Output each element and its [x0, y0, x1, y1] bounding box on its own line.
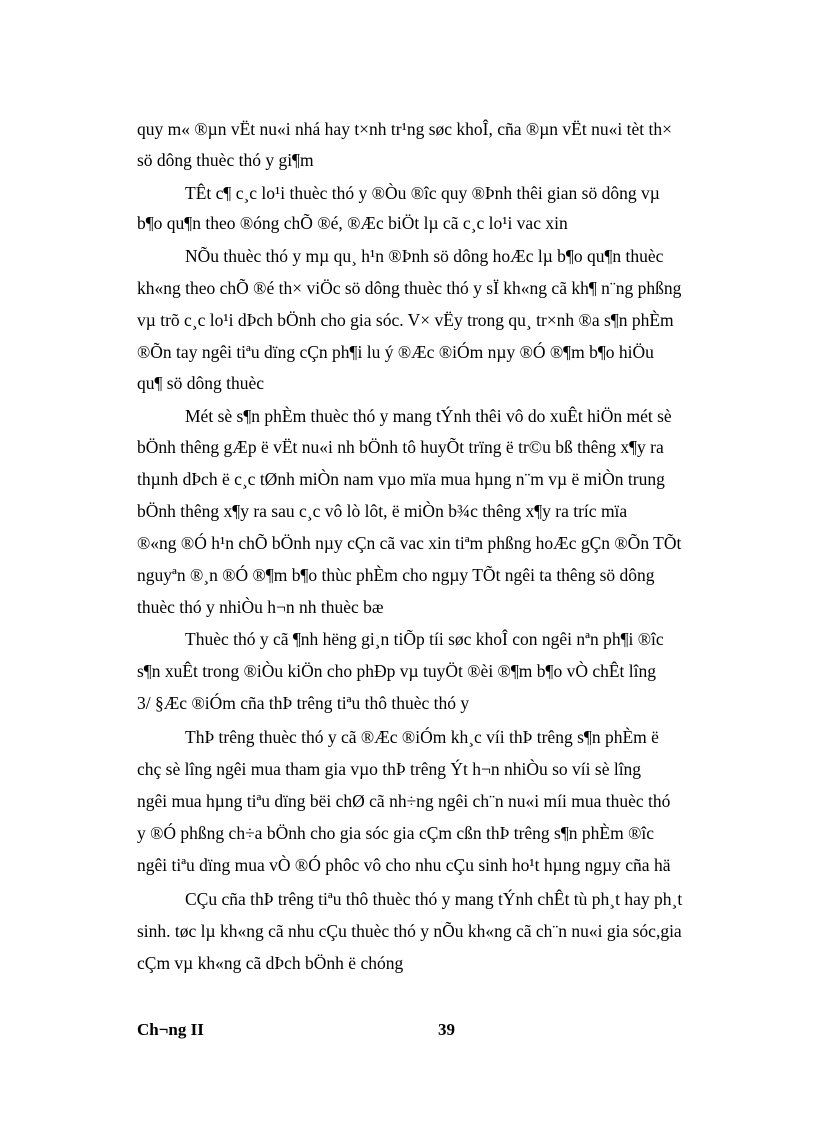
page-number: 39: [438, 1020, 455, 1039]
text-line-23: y ®Ó phßng ch÷a bÖnh cho gia sóc gia cÇm cßn thÞ trêng s¶n phÈm ®îc: [137, 823, 655, 843]
text-line-12: thµnh dÞch ë c¸c tØnh miÒn nam vµo mïa mua hµng n¨m vµ ë miÒn trung: [137, 469, 665, 489]
text-line-27: cÇm vµ kh«ng cã dÞch bÖnh ë chóng: [137, 953, 404, 973]
text-line-24: ngêi tiªu dïng mua vÒ ®Ó phôc vô cho nhu cÇu sinh ho¹t hµng ngµy cña hä: [137, 855, 671, 875]
text-line-21: chç sè lîng ngêi mua tham gia vµo thÞ trêng Ýt h¬n nhiÒu so víi sè lîng: [137, 759, 642, 779]
text-line-6: kh«ng theo chÕ ®é th× viÖc sö dông thuèc thó y sÏ kh«ng cã kh¶ n¨ng phßng: [137, 278, 682, 298]
text-line-8: ®Õn tay ngêi tiªu dïng cÇn ph¶i lu ý ®Æc ®iÓm nµy ®Ó ®¶m b¶o hiÖu: [137, 342, 654, 362]
text-line-18: s¶n xuÊt trong ®iÒu kiÖn cho phÐp vµ tuyÖt ®èi ®¶m b¶o vÒ chÊt lîng: [137, 661, 657, 681]
text-line-5: NÕu thuèc thó y mµ qu¸ h¹n ®Þnh sö dông hoÆc lµ b¶o qu¶n thuèc: [185, 246, 664, 266]
text-line-16: thuèc thó y nhiÒu h¬n nh thuèc bæ: [137, 597, 384, 617]
text-line-3: TÊt c¶ c¸c lo¹i thuèc thó y ®Òu ®îc quy ®Þnh thêi gian sö dông vµ: [185, 183, 660, 203]
text-line-1: quy m« ®µn vËt nu«i nhá hay t×nh tr¹ng søc khoÎ, cña ®µn vËt nu«i tèt th×: [137, 119, 672, 139]
text-line-2: sö dông thuèc thó y gi¶m: [137, 150, 314, 170]
text-line-7: vµ trõ c¸c lo¹i dÞch bÖnh cho gia sóc. V× vËy trong qu¸ tr×nh ®a s¶n phÈm: [137, 310, 674, 330]
text-line-17: Thuèc thó y cã ¶nh hëng gi¸n tiÕp tíi søc khoÎ con ngêi nªn ph¶i ®îc: [185, 629, 664, 649]
text-line-26: sinh. tøc lµ kh«ng cã nhu cÇu thuèc thó y nÕu kh«ng cã ch¨n nu«i gia sóc,gia: [137, 921, 682, 941]
text-line-11: bÖnh thêng gÆp ë vËt nu«i nh bÖnh tô huyÕt trïng ë tr©u bß thêng x¶y ra: [137, 437, 664, 457]
text-line-15: nguyªn ®¸n ®Ó ®¶m b¶o thùc phÈm cho ngµy TÕt ngêi ta thêng sö dông: [137, 565, 655, 585]
text-line-25: CÇu cña thÞ trêng tiªu thô thuèc thó y mang tÝnh chÊt tù ph¸t hay ph¸t: [185, 889, 683, 909]
footer-chapter: Ch¬ng II: [137, 1020, 204, 1039]
text-line-19: 3/ §Æc ®iÓm cña thÞ trêng tiªu thô thuèc thó y: [137, 693, 470, 713]
text-line-20: ThÞ trêng thuèc thó y cã ®Æc ®iÓm kh¸c víi thÞ trêng s¶n phÈm ë: [185, 727, 659, 747]
text-line-10: Mét sè s¶n phÈm thuèc thó y mang tÝnh thêi vô do xuÊt hiÖn mét sè: [185, 406, 672, 426]
text-line-4: b¶o qu¶n theo ®óng chÕ ®é, ®Æc biÖt lµ cã c¸c lo¹i vac xin: [137, 213, 568, 233]
text-line-22: ngêi mua hµng tiªu dïng bëi chØ cã nh÷ng ngêi ch¨n nu«i míi mua thuèc thó: [137, 791, 671, 811]
text-line-9: qu¶ sö dông thuèc: [137, 373, 265, 393]
text-line-14: ®«ng ®Ó h¹n chÕ bÖnh nµy cÇn cã vac xin tiªm phßng hoÆc gÇn ®Õn TÕt: [137, 533, 682, 553]
text-line-13: bÖnh thêng x¶y ra sau c¸c vô lò lôt, ë miÒn b¾c thêng x¶y ra tríc mïa: [137, 501, 628, 521]
